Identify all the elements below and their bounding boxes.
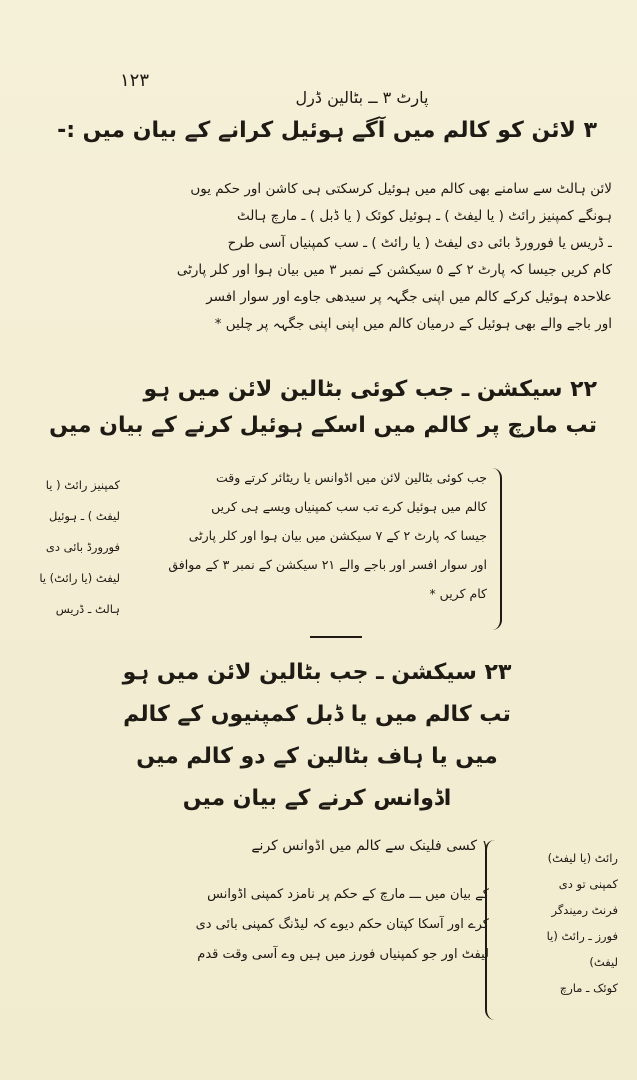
section22-line: جب کوئی بٹالین لائن میں اڈوانس یا ریٹائر کرتے وقت (216, 470, 487, 485)
section3-body (22, 176, 612, 338)
side-command: لیفٹ (یا رائٹ) یا (39, 571, 120, 585)
section23-heading-line: اڈوانس کرنے کے بیان میں (182, 786, 452, 811)
section3-line: ـ ڈریس یا فورورڈ بائی دی لیفٹ ( یا رائٹ ) ـ سب کمپنیاں آسی طرح (227, 235, 612, 251)
section23-side-commands (498, 845, 618, 1001)
section3-heading: ٣ لائن کو کالم میں آگے ہوئیل کرانے کے بیان میں :- (57, 118, 597, 143)
section23-line: کرے اور آسکا کپتان حکم دیوے کہ لیڈنگ کمپنی بائی دی (195, 917, 489, 932)
side-command: رائٹ (یا لیفٹ) (547, 851, 618, 865)
section3-line: لائن ہالٹ سے سامنے بھی کالم میں ہوئیل کرسکتی ہی کاشن اور حکم یوں (190, 181, 612, 197)
section3-line: علاحدہ ہوئیل کرکے کالم میں اپنی جگہہ پر سیدھی جاوے اور سوار افسر (206, 289, 612, 305)
section3-line: اور باجے والے بھی ہوئیل کے درمیان کالم میں اپنی اپنی جگہہ پر چلیں * (214, 316, 612, 332)
section23-heading-line: تب کالم میں یا ڈبل کمپنیوں کے کالم (123, 702, 511, 727)
section22-heading (37, 372, 597, 444)
section23-heading-line: ٢٣ سیکشن ـ جب بٹالین لائن میں ہو (122, 660, 512, 685)
section23-heading (37, 652, 597, 820)
section3-line: ہونگے کمپنیز رائٹ ( یا لیفٹ ) ـ ہوئیل کوئک ( یا ڈبل ) ـ مارچ ہالٹ (237, 208, 612, 224)
section23-line: کے بیان میں ـــ مارچ کے حکم پر نامزد کمپنی اڈوانس (207, 887, 489, 902)
side-command: لیفٹ) (589, 955, 618, 969)
side-command: کوئک ـ مارچ (559, 981, 618, 995)
side-command: فرنٹ رمیندگر (551, 903, 618, 917)
section22-heading-line: تب مارچ پر کالم میں اسکے ہوئیل کرنے کے بیان میں (49, 413, 597, 438)
side-command: فورز ـ رائٹ (یا (546, 929, 618, 943)
section-divider (310, 636, 362, 638)
side-command: کمپنیز رائٹ ( یا (45, 478, 120, 492)
section23-heading-line: میں یا ہاف بٹالین کے دو کالم میں (136, 744, 498, 769)
section3-line: کام کریں جیسا کہ پارٹ ٢ کے ٥ سیکشن کے نمبر ٣ میں بیان ہوا اور کلر پارٹی (176, 262, 612, 278)
section22-line: جیسا کہ پارٹ ٢ کے ٧ سیکشن میں بیان ہوا اور کلر پارٹی (188, 528, 487, 543)
page-number: ١٢٣ (120, 70, 150, 91)
running-header: پارٹ ٣ ــ بٹالین ڈرل (295, 88, 429, 107)
section23-subheading: ١ کسی فلینک سے کالم میں اڈوانس کرنے (251, 838, 489, 854)
section23-brace (485, 840, 497, 1020)
side-command: لیفٹ ) ـ ہوئیل (49, 509, 120, 523)
side-command: کمپنی تو دی (558, 877, 618, 891)
side-command: ہالٹ ـ ڈریس (55, 602, 120, 616)
section22-body (77, 463, 487, 608)
section23-line: لیفٹ اور جو کمپنیاں فورز میں ہیں وے آسی وقت قدم (197, 947, 489, 962)
side-command: فورورڈ بائی دی (45, 540, 120, 554)
section22-line: کالم میں ہوئیل کرے تب سب کمپنیاں ویسے ہی کریں (211, 499, 487, 514)
section23-body (49, 880, 489, 970)
section22-line: کام کریں * (429, 586, 487, 601)
section22-line: اور سوار افسر اور باجے والے ٢١ سیکشن کے نمبر ٣ کے موافق (168, 557, 487, 572)
section22-brace (490, 468, 502, 630)
section22-heading-line: ٢٢ سیکشن ـ جب کوئی بٹالین لائن میں ہو (143, 377, 597, 402)
